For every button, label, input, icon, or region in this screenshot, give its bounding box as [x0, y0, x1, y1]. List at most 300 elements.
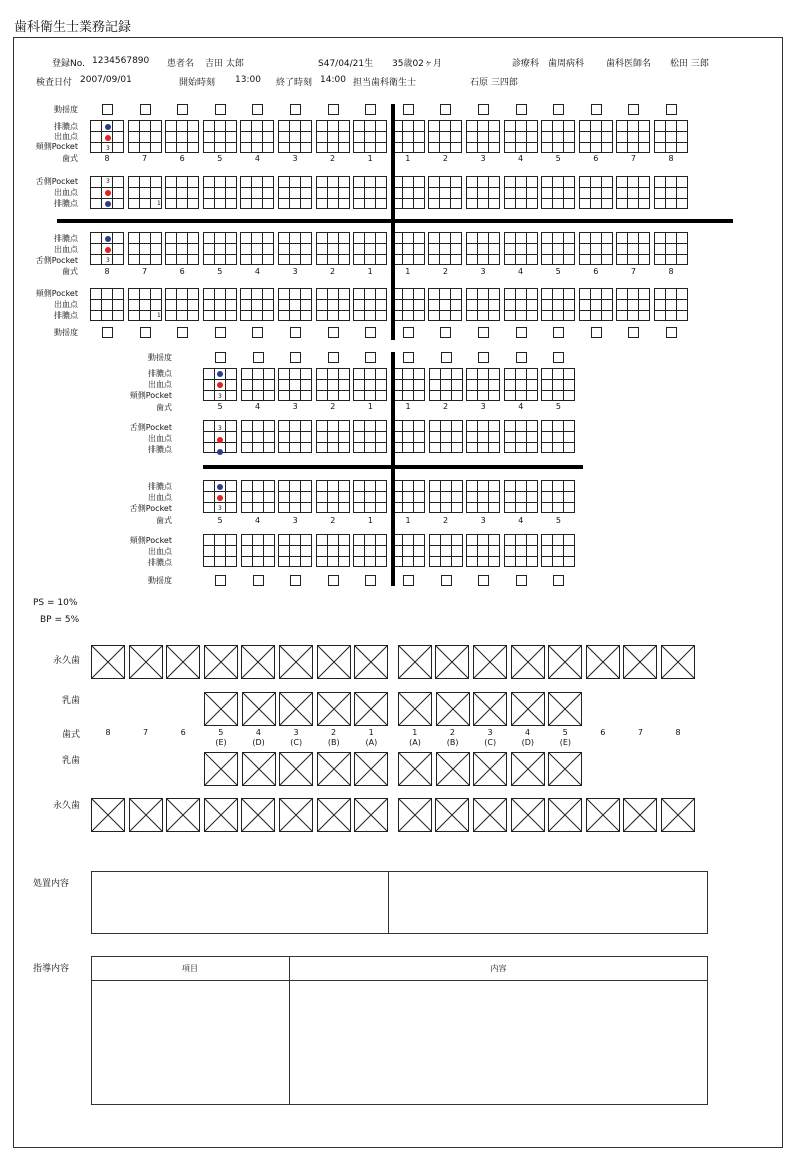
tooth-grid[interactable] [203, 120, 237, 153]
tooth-number: 4 [254, 154, 260, 163]
deciduous-tooth-box[interactable] [279, 752, 313, 786]
tooth-grid[interactable] [353, 232, 387, 265]
tooth-grid[interactable] [278, 288, 312, 321]
tooth-grid[interactable] [429, 480, 463, 513]
mobility-checkbox[interactable] [666, 104, 677, 115]
mobility-checkbox[interactable] [328, 575, 339, 586]
tooth-grid[interactable] [240, 232, 274, 265]
label-mobility: 動揺度 [54, 328, 78, 337]
bleeding-dot [105, 247, 111, 253]
permanent-tooth-box[interactable] [91, 798, 125, 832]
label-bleeding: 出血点 [148, 434, 172, 443]
tooth-grid[interactable] [203, 288, 237, 321]
tooth-grid[interactable] [278, 176, 312, 209]
mobility-checkbox[interactable] [328, 352, 339, 363]
mobility-checkbox[interactable] [628, 104, 639, 115]
tooth-grid[interactable] [278, 534, 312, 567]
tooth-number: 1 [368, 728, 374, 737]
tooth-grid[interactable] [541, 120, 575, 153]
bleeding-dot [105, 190, 111, 196]
tooth-grid[interactable] [429, 534, 463, 567]
tooth-grid[interactable] [654, 232, 688, 265]
bleeding-dot [217, 437, 223, 443]
tooth-grid[interactable] [128, 120, 162, 153]
mobility-checkbox[interactable] [478, 575, 489, 586]
deciduous-tooth-box[interactable] [398, 692, 432, 726]
tooth-grid[interactable] [391, 176, 425, 209]
mobility-checkbox[interactable] [215, 327, 226, 338]
mobility-checkbox[interactable] [215, 104, 226, 115]
tooth-number: 1 [405, 154, 411, 163]
label-bleeding: 出血点 [54, 132, 78, 141]
deciduous-tooth-box[interactable] [511, 752, 545, 786]
tooth-grid[interactable] [353, 368, 387, 401]
label-mobility: 動揺度 [148, 353, 172, 362]
tooth-grid[interactable] [504, 368, 538, 401]
label-bleeding: 出血点 [54, 300, 78, 309]
tooth-grid[interactable] [241, 480, 275, 513]
permanent-tooth-box[interactable] [317, 645, 351, 679]
tooth-number: 2 [331, 728, 337, 737]
tooth-number: 4 [518, 516, 524, 525]
tooth-number: 5 [555, 154, 561, 163]
deciduous-letter: (C) [484, 738, 497, 747]
mobility-checkbox[interactable] [290, 352, 301, 363]
tooth-grid[interactable] [241, 368, 275, 401]
tooth-number: 3 [292, 402, 298, 411]
tooth-grid[interactable] [316, 420, 350, 453]
mobility-checkbox[interactable] [440, 327, 451, 338]
permanent-tooth-box[interactable] [661, 798, 695, 832]
tooth-grid[interactable] [466, 232, 500, 265]
label-permanent-lower: 永久歯 [52, 801, 80, 811]
label-permanent-upper: 永久歯 [52, 656, 80, 666]
permanent-tooth-box[interactable] [398, 798, 432, 832]
tooth-grid[interactable] [353, 120, 387, 153]
tooth-grid[interactable] [429, 420, 463, 453]
tooth-number: 3 [292, 154, 298, 163]
tooth-grid[interactable] [165, 120, 199, 153]
tooth-grid[interactable] [654, 120, 688, 153]
label-tooth-type: 歯式 [62, 267, 78, 276]
permanent-tooth-box[interactable] [354, 798, 388, 832]
tooth-grid[interactable] [466, 176, 500, 209]
deciduous-tooth-box[interactable] [436, 752, 470, 786]
deciduous-tooth-box[interactable] [398, 752, 432, 786]
tooth-grid[interactable] [541, 420, 575, 453]
birth-date: S47/04/21生 [318, 59, 374, 69]
tooth-grid[interactable] [128, 232, 162, 265]
mobility-checkbox[interactable] [516, 104, 527, 115]
mobility-checkbox[interactable] [553, 104, 564, 115]
tooth-grid[interactable] [353, 480, 387, 513]
tooth-grid[interactable] [428, 232, 462, 265]
tooth-number: 4 [255, 728, 261, 737]
permanent-tooth-box[interactable] [279, 645, 313, 679]
tooth-number: 2 [330, 516, 336, 525]
pus-dot [105, 236, 111, 242]
mobility-checkbox[interactable] [215, 575, 226, 586]
permanent-tooth-box[interactable] [129, 798, 163, 832]
label-tooth-type-row: 歯式 [61, 730, 80, 740]
mobility-checkbox[interactable] [365, 352, 376, 363]
mobility-checkbox[interactable] [591, 327, 602, 338]
permanent-tooth-box[interactable] [435, 645, 469, 679]
label-bleeding: 出血点 [148, 547, 172, 556]
mobility-checkbox[interactable] [177, 104, 188, 115]
tooth-grid[interactable] [579, 176, 613, 209]
permanent-tooth-box[interactable] [473, 645, 507, 679]
permanent-tooth-box[interactable] [435, 798, 469, 832]
tooth-grid[interactable] [504, 120, 538, 153]
deciduous-tooth-box[interactable] [317, 752, 351, 786]
tooth-number: 5 [555, 267, 561, 276]
mobility-checkbox[interactable] [553, 352, 564, 363]
tooth-grid[interactable] [541, 288, 575, 321]
tooth-grid[interactable] [579, 288, 613, 321]
tooth-number: 1 [405, 516, 411, 525]
permanent-tooth-box[interactable] [586, 798, 620, 832]
mobility-checkbox[interactable] [102, 327, 113, 338]
pus-value: 1 [157, 312, 161, 319]
tooth-grid[interactable] [391, 232, 425, 265]
deciduous-letter: (A) [409, 738, 421, 747]
mobility-checkbox[interactable] [253, 352, 264, 363]
tooth-number: 1 [412, 728, 418, 737]
tooth-grid[interactable] [541, 534, 575, 567]
tooth-number: 7 [637, 728, 643, 737]
tooth-grid[interactable] [541, 480, 575, 513]
tooth-grid[interactable] [429, 368, 463, 401]
tooth-grid[interactable] [240, 288, 274, 321]
end-label: 終了時刻 [276, 78, 313, 88]
deciduous-tooth-box[interactable] [242, 692, 276, 726]
tooth-number: 4 [518, 154, 524, 163]
dept-label: 診療科 [512, 59, 540, 69]
tooth-number: 6 [180, 728, 186, 737]
pocket-value: 3 [218, 393, 222, 400]
label-pus: 排膿点 [54, 234, 78, 243]
label-tooth-type: 歯式 [62, 154, 78, 163]
tooth-grid[interactable] [504, 534, 538, 567]
tooth-grid[interactable] [616, 120, 650, 153]
tooth-grid[interactable] [541, 368, 575, 401]
permanent-tooth-box[interactable] [354, 645, 388, 679]
deciduous-tooth-box[interactable] [354, 692, 388, 726]
deciduous-tooth-box[interactable] [354, 752, 388, 786]
tooth-number: 4 [525, 728, 531, 737]
deciduous-tooth-box[interactable] [317, 692, 351, 726]
mobility-checkbox[interactable] [403, 104, 414, 115]
tooth-grid[interactable] [504, 232, 538, 265]
tooth-number: 1 [367, 154, 373, 163]
label-buccal-pocket: 頬側Pocket [35, 142, 78, 151]
tooth-number: 6 [593, 267, 599, 276]
tooth-number: 5 [218, 728, 224, 737]
ps-index: PS = 10% [33, 598, 78, 608]
tooth-grid[interactable] [579, 232, 613, 265]
mobility-checkbox[interactable] [441, 575, 452, 586]
tooth-grid[interactable] [353, 420, 387, 453]
dentist: 松田 三郎 [670, 59, 709, 69]
mobility-checkbox[interactable] [441, 352, 452, 363]
deciduous-tooth-box[interactable] [436, 692, 470, 726]
tooth-grid[interactable] [240, 176, 274, 209]
mobility-checkbox[interactable] [516, 352, 527, 363]
deciduous-tooth-box[interactable] [511, 692, 545, 726]
deciduous-letter: (C) [290, 738, 303, 747]
label-pus: 排膿点 [148, 445, 172, 454]
tooth-number: 3 [292, 267, 298, 276]
tooth-number: 3 [480, 154, 486, 163]
tooth-grid[interactable] [428, 288, 462, 321]
permanent-tooth-box[interactable] [279, 798, 313, 832]
permanent-tooth-box[interactable] [166, 645, 200, 679]
tooth-grid[interactable] [428, 120, 462, 153]
mobility-checkbox[interactable] [478, 327, 489, 338]
page-title: 歯科衛生士業務記録 [14, 20, 132, 35]
label-pus: 排膿点 [148, 558, 172, 567]
mobility-checkbox[interactable] [252, 327, 263, 338]
deciduous-letter: (E) [559, 738, 572, 747]
tooth-grid[interactable] [278, 232, 312, 265]
label-mobility: 動揺度 [148, 576, 172, 585]
permanent-tooth-box[interactable] [241, 798, 275, 832]
mobility-checkbox[interactable] [591, 104, 602, 115]
mobility-checkbox[interactable] [365, 575, 376, 586]
tooth-grid[interactable] [316, 232, 350, 265]
permanent-tooth-box[interactable] [623, 645, 657, 679]
tooth-grid[interactable] [391, 480, 425, 513]
mobility-checkbox[interactable] [253, 575, 264, 586]
tooth-grid[interactable] [616, 232, 650, 265]
mobility-checkbox[interactable] [403, 327, 414, 338]
tooth-grid[interactable] [579, 120, 613, 153]
mobility-checkbox[interactable] [478, 104, 489, 115]
permanent-tooth-box[interactable] [317, 798, 351, 832]
tooth-grid[interactable] [316, 288, 350, 321]
bleeding-dot [217, 382, 223, 388]
tooth-number: 3 [480, 402, 486, 411]
tooth-grid[interactable] [466, 120, 500, 153]
permanent-tooth-box[interactable] [548, 798, 582, 832]
tooth-grid[interactable] [541, 232, 575, 265]
treatment-box[interactable] [91, 871, 708, 934]
tooth-grid[interactable] [654, 288, 688, 321]
deciduous-tooth-box[interactable] [473, 692, 507, 726]
tooth-grid[interactable] [316, 176, 350, 209]
exam-date-label: 検査日付 [36, 78, 73, 88]
tooth-grid[interactable] [353, 534, 387, 567]
tooth-grid[interactable] [165, 288, 199, 321]
tooth-grid[interactable] [391, 420, 425, 453]
tooth-number: 5 [217, 154, 223, 163]
tooth-grid[interactable] [466, 480, 500, 513]
tooth-grid[interactable] [466, 368, 500, 401]
tooth-grid[interactable] [504, 480, 538, 513]
permanent-tooth-box[interactable] [511, 645, 545, 679]
tooth-grid[interactable] [278, 368, 312, 401]
tooth-grid[interactable] [391, 534, 425, 567]
tooth-grid[interactable] [428, 176, 462, 209]
deciduous-tooth-box[interactable] [204, 752, 238, 786]
tooth-grid[interactable] [278, 480, 312, 513]
tooth-number: 4 [518, 402, 524, 411]
exam-date: 2007/09/01 [80, 75, 132, 85]
mobility-checkbox[interactable] [628, 327, 639, 338]
guidance-label: 指導内容 [33, 964, 70, 974]
tooth-grid[interactable] [203, 232, 237, 265]
tooth-number: 8 [675, 728, 681, 737]
tooth-grid[interactable] [466, 534, 500, 567]
label-deciduous-upper: 乳歯 [61, 696, 80, 706]
mobility-checkbox[interactable] [516, 575, 527, 586]
mobility-checkbox[interactable] [215, 352, 226, 363]
guidance-col-item: 項目 [182, 964, 198, 973]
tooth-number: 6 [593, 154, 599, 163]
tooth-grid[interactable] [616, 288, 650, 321]
tooth-grid[interactable] [90, 288, 124, 321]
tooth-grid[interactable] [278, 120, 312, 153]
pocket-value: 3 [218, 425, 222, 432]
mobility-checkbox[interactable] [290, 104, 301, 115]
permanent-tooth-box[interactable] [511, 798, 545, 832]
tooth-number: 1 [367, 516, 373, 525]
tooth-grid[interactable] [353, 288, 387, 321]
permanent-tooth-box[interactable] [473, 798, 507, 832]
tooth-number: 3 [293, 728, 299, 737]
patient-name: 吉田 太郎 [205, 59, 244, 69]
label-pus: 排膿点 [148, 482, 172, 491]
mobility-checkbox[interactable] [403, 575, 414, 586]
midline-horizontal [203, 465, 583, 469]
permanent-tooth-box[interactable] [91, 645, 125, 679]
mobility-checkbox[interactable] [365, 327, 376, 338]
mobility-checkbox[interactable] [403, 352, 414, 363]
tooth-grid[interactable] [316, 480, 350, 513]
mobility-checkbox[interactable] [140, 104, 151, 115]
deciduous-letter: (E) [215, 738, 227, 747]
permanent-tooth-box[interactable] [586, 645, 620, 679]
tooth-grid[interactable] [391, 368, 425, 401]
mobility-checkbox[interactable] [666, 327, 677, 338]
tooth-grid[interactable] [316, 120, 350, 153]
tooth-number: 7 [142, 154, 148, 163]
label-tooth-type: 歯式 [156, 403, 172, 412]
guidance-table[interactable] [91, 956, 708, 1105]
permanent-tooth-box[interactable] [548, 645, 582, 679]
tooth-grid[interactable] [241, 534, 275, 567]
mobility-checkbox[interactable] [140, 327, 151, 338]
deciduous-tooth-box[interactable] [548, 692, 582, 726]
deciduous-tooth-box[interactable] [242, 752, 276, 786]
tooth-number: 4 [254, 267, 260, 276]
deciduous-tooth-box[interactable] [204, 692, 238, 726]
mobility-checkbox[interactable] [290, 575, 301, 586]
guidance-divider [289, 956, 290, 1105]
mobility-checkbox[interactable] [328, 104, 339, 115]
tooth-grid[interactable] [241, 420, 275, 453]
tooth-number: 7 [142, 267, 148, 276]
tooth-grid[interactable] [466, 420, 500, 453]
mobility-checkbox[interactable] [177, 327, 188, 338]
mobility-checkbox[interactable] [516, 327, 527, 338]
treatment-divider [388, 871, 389, 934]
tooth-grid[interactable] [654, 176, 688, 209]
tooth-grid[interactable] [541, 176, 575, 209]
permanent-tooth-box[interactable] [204, 645, 238, 679]
tooth-number: 6 [600, 728, 606, 737]
deciduous-tooth-box[interactable] [473, 752, 507, 786]
tooth-number: 4 [518, 267, 524, 276]
permanent-tooth-box[interactable] [661, 645, 695, 679]
permanent-tooth-box[interactable] [623, 798, 657, 832]
mobility-checkbox[interactable] [553, 575, 564, 586]
tooth-number: 2 [330, 154, 336, 163]
label-deciduous-lower: 乳歯 [61, 756, 80, 766]
tooth-grid[interactable] [616, 176, 650, 209]
guidance-col-content: 内容 [490, 964, 507, 973]
tooth-grid[interactable] [316, 368, 350, 401]
tooth-grid[interactable] [240, 120, 274, 153]
tooth-grid[interactable] [466, 288, 500, 321]
mobility-checkbox[interactable] [290, 327, 301, 338]
mobility-checkbox[interactable] [478, 352, 489, 363]
mobility-checkbox[interactable] [365, 104, 376, 115]
tooth-grid[interactable] [391, 120, 425, 153]
tooth-grid[interactable] [316, 534, 350, 567]
mobility-checkbox[interactable] [328, 327, 339, 338]
permanent-tooth-box[interactable] [204, 798, 238, 832]
tooth-grid[interactable] [203, 534, 237, 567]
deciduous-letter: (B) [327, 738, 340, 747]
tooth-grid[interactable] [504, 176, 538, 209]
bleeding-dot [217, 495, 223, 501]
mobility-checkbox[interactable] [252, 104, 263, 115]
pus-value: 1 [157, 200, 161, 207]
permanent-tooth-box[interactable] [241, 645, 275, 679]
mobility-checkbox[interactable] [102, 104, 113, 115]
tooth-grid[interactable] [165, 176, 199, 209]
deciduous-tooth-box[interactable] [548, 752, 582, 786]
tooth-number: 2 [330, 267, 336, 276]
tooth-number: 1 [405, 402, 411, 411]
pus-dot [217, 371, 223, 377]
tooth-grid[interactable] [203, 176, 237, 209]
tooth-number: 2 [442, 267, 448, 276]
tooth-grid[interactable] [504, 288, 538, 321]
label-buccal-pocket: 頬側Pocket [35, 289, 78, 298]
deciduous-letter: (A) [365, 738, 378, 747]
tooth-grid[interactable] [165, 232, 199, 265]
permanent-tooth-box[interactable] [166, 798, 200, 832]
label-tooth-type: 歯式 [156, 516, 172, 525]
mobility-checkbox[interactable] [553, 327, 564, 338]
tooth-number: 2 [449, 728, 455, 737]
tooth-grid[interactable] [353, 176, 387, 209]
tooth-grid[interactable] [391, 288, 425, 321]
permanent-tooth-box[interactable] [129, 645, 163, 679]
tooth-number: 1 [405, 267, 411, 276]
tooth-number: 3 [480, 516, 486, 525]
tooth-number: 5 [217, 402, 223, 411]
tooth-grid[interactable] [278, 420, 312, 453]
tooth-number: 2 [330, 402, 336, 411]
permanent-tooth-box[interactable] [398, 645, 432, 679]
tooth-grid[interactable] [504, 420, 538, 453]
mobility-checkbox[interactable] [440, 104, 451, 115]
deciduous-tooth-box[interactable] [279, 692, 313, 726]
